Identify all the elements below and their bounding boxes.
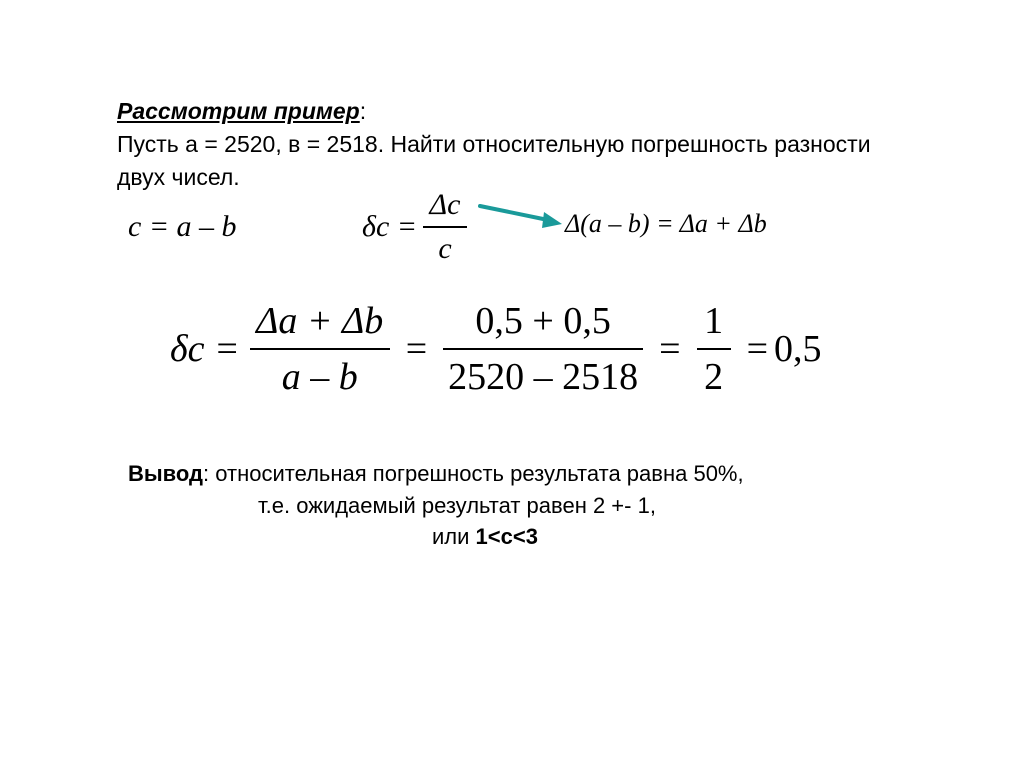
formula-main-fraction-1-denominator: a – b (281, 356, 358, 398)
equals-sign: = (659, 328, 681, 370)
formula-delta-c-fraction (423, 188, 467, 266)
formula-delta-c-numerator: Δc (429, 188, 461, 221)
intro-line-2: двух чисел. (117, 164, 240, 190)
conclusion-range: 1<c<3 (475, 524, 538, 549)
conclusion-line-1 (128, 457, 744, 490)
intro-heading-colon: : (359, 98, 367, 124)
formula-main-lhs: δc = (170, 328, 240, 370)
conclusion-text-1: : относительная погрешность результата равна 50%, (203, 461, 744, 486)
intro-line-1: Пусть а = 2520, в = 2518. Найти относительную погрешность разности (117, 131, 871, 157)
formula-main-fraction-2-numerator: 0,5 + 0,5 (475, 300, 611, 342)
formula-main-fraction-1-numerator: Δa + Δb (256, 300, 384, 342)
conclusion-line-2: т.е. ожидаемый результат равен 2 +- 1, (258, 493, 656, 518)
formula-main-fraction-2-denominator: 2520 – 2518 (448, 356, 639, 398)
intro-heading-line (117, 95, 977, 128)
formula-main-fraction-1 (250, 300, 390, 398)
equals-sign: = (405, 328, 428, 370)
conclusion-line-3 (432, 520, 538, 553)
formula-c: c = a – b (128, 210, 237, 243)
formula-main (170, 300, 822, 398)
formula-delta-c-lhs: δc = (362, 209, 418, 243)
formula-delta-difference: Δ(a – b) = Δa + Δb (565, 209, 767, 238)
equals-sign: = (746, 328, 768, 370)
formula-main-fraction-3-denominator: 2 (704, 356, 724, 398)
formula-delta-c-denominator: c (438, 231, 452, 265)
conclusion-label: Вывод (128, 461, 204, 486)
intro-text (117, 95, 977, 194)
conclusion-line-3-prefix: или (432, 524, 476, 549)
formula-main-fraction-3-numerator: 1 (704, 300, 724, 342)
arrow-right-icon (478, 200, 568, 234)
formula-main-fraction-3 (697, 300, 731, 398)
intro-heading: Рассмотрим пример (117, 98, 360, 124)
formula-main-fraction-2 (443, 300, 643, 398)
formula-delta-c (362, 188, 473, 266)
formula-main-result: 0,5 (774, 328, 822, 370)
